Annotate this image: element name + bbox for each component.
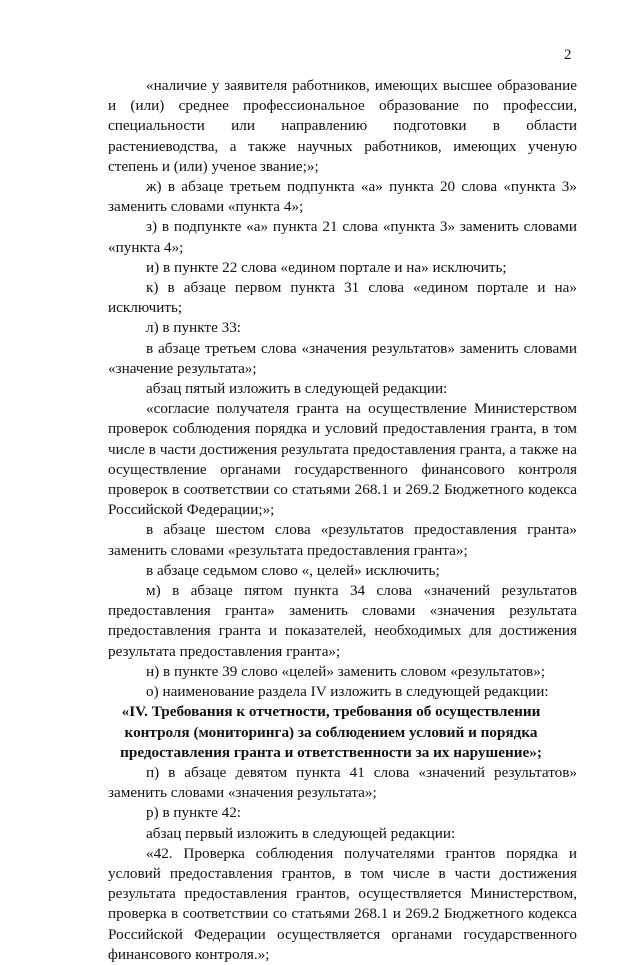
paragraph: абзац пятый изложить в следующей редакции: <box>146 380 448 398</box>
paragraph: в абзаце третьем слова «значения результатов» заменить словами «значение результата»; <box>108 339 577 377</box>
paragraph: «42. Проверка соблюдения получателями грантов порядка и условий предоставления грантов, в том числе в части достижения результата предоставления грантов, осуществляется Министерством, проверка в соответствии со статьями 268.1 и 269.2 Бюджетного кодекса Российской Федерации осуществляется органами государственного финансового контроля.»; <box>108 844 577 963</box>
document-body <box>108 76 577 965</box>
paragraph: к) в абзаце первом пункта 31 слова «едином портале и на» исключить; <box>108 279 577 317</box>
paragraph: н) в пункте 39 слово «целей» заменить словом «результатов»; <box>146 662 546 680</box>
paragraph: абзац первый изложить в следующей редакции: <box>146 824 456 842</box>
paragraph: з) в подпункте «а» пункта 21 слова «пункта 3» заменить словами «пункта 4»; <box>108 218 577 256</box>
paragraph: в абзаце седьмом слово «, целей» исключить; <box>146 561 440 579</box>
paragraph: м) в абзаце пятом пункта 34 слова «значений результатов предоставления гранта» заменить словами «значения результата предоставления гранта и показателей, необходимых для достижения результата предоставления гранта»; <box>108 582 577 660</box>
paragraph: л) в пункте 33: <box>146 319 242 337</box>
paragraph: р) в пункте 42: <box>146 804 242 822</box>
paragraph: ж) в абзаце третьем подпункта «а» пункта 20 слова «пункта 3» заменить словами «пункта 4»; <box>108 178 577 216</box>
paragraph: и) в пункте 22 слова «едином портале и на» исключить; <box>146 258 507 276</box>
section-heading: «IV. Требования к отчетности, требования об осуществлении контроля (мониторинга) за соблюдением условий и порядка предоставления гранта и ответственности за их нарушение»; <box>120 703 542 761</box>
page-number: 2 <box>564 47 572 63</box>
paragraph: в абзаце шестом слова «результатов предоставления гранта» заменить словами «результата предоставления гранта»; <box>108 521 577 559</box>
paragraph: «согласие получателя гранта на осуществление Министерством проверок соблюдения порядка и условий предоставления гранта, в том числе в части достижения результата предоставления гранта, а также на осуществление органами государственного финансового контроля проверок в соответствии со статьями 268.1 и 269.2 Бюджетного кодекса Российской Федерации;»; <box>108 400 577 519</box>
paragraph: о) наименование раздела IV изложить в следующей редакции: <box>146 683 549 701</box>
paragraph: п) в абзаце девятом пункта 41 слова «значений результатов» заменить словами «значения результата»; <box>108 763 577 802</box>
paragraph: «наличие у заявителя работников, имеющих высшее образование и (или) среднее профессиональное образование по профессии, специальности или направлению подготовки в области растениеводства, а также научных работников, имеющих ученую степень и (или) ученое звание;»; <box>108 77 577 175</box>
